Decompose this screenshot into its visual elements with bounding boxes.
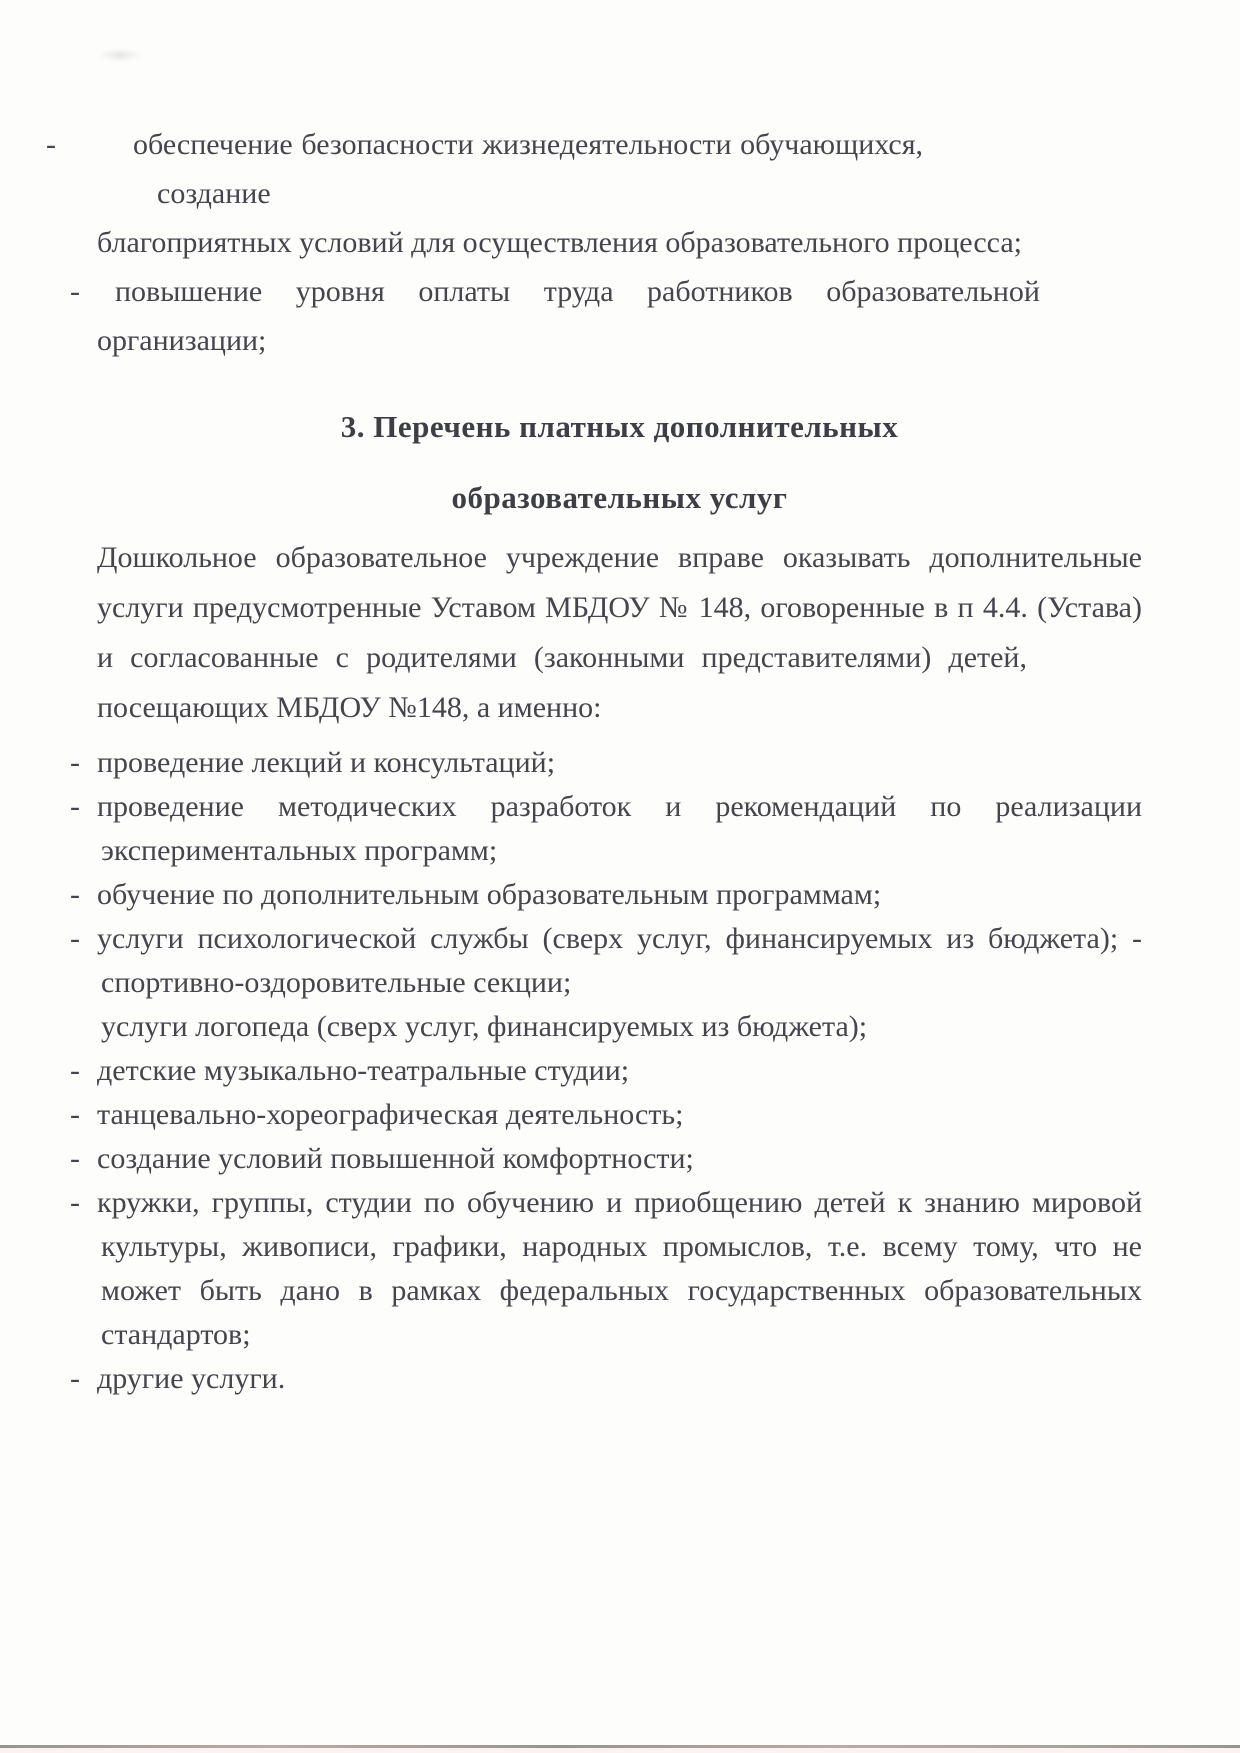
text-line: спортивно-оздоровительные секции; bbox=[101, 966, 572, 999]
text-line: обеспечение безопасности жизнедеятельности обучающихся, bbox=[133, 128, 923, 161]
list-item bbox=[46, 120, 923, 169]
dash-marker: - bbox=[70, 746, 80, 779]
text-line: детские музыкально-театральные студии; bbox=[97, 1054, 630, 1087]
scan-smudge bbox=[98, 48, 142, 62]
dash-marker: - bbox=[70, 275, 80, 308]
text-line: услуги предусмотренные Уставом МБДОУ № 148, оговоренные в п 4.4. (Устава) bbox=[97, 591, 1142, 624]
preamble-list bbox=[46, 120, 1142, 365]
dash-marker: - bbox=[70, 1362, 80, 1395]
section-heading-line1: 3. Перечень платных дополнительных bbox=[340, 409, 899, 444]
text-line: танцевально-хореографическая деятельность; bbox=[97, 1098, 684, 1131]
dash-marker: - bbox=[70, 1054, 80, 1087]
document-content bbox=[46, 120, 1142, 1401]
text-line: проведение методических разработок и рекомендаций по реализации bbox=[97, 790, 1142, 823]
text-line: обучение по дополнительным образовательным программам; bbox=[97, 878, 882, 911]
list-item bbox=[70, 1357, 1142, 1401]
text-line: стандартов; bbox=[101, 1318, 251, 1351]
dash-marker: - bbox=[46, 128, 56, 161]
section-heading-line2: образовательных услуг bbox=[451, 480, 788, 515]
dash-marker: - bbox=[70, 790, 80, 823]
text-line: экспериментальных программ; bbox=[101, 834, 498, 867]
text-line: и согласованные с родителями (законными представителями) детей, bbox=[97, 641, 1027, 674]
dash-marker: - bbox=[70, 1142, 80, 1175]
section-heading bbox=[97, 391, 1142, 533]
text-line: проведение лекций и консультаций; bbox=[97, 746, 556, 779]
text-line: культуры, живописи, графики, народных промыслов, т.е. всему тому, что не bbox=[101, 1230, 1142, 1263]
list-item bbox=[70, 785, 1142, 829]
list-item bbox=[70, 741, 1142, 785]
intro-paragraph bbox=[97, 533, 1142, 733]
text-line: кружки, группы, студии по обучению и приобщению детей к знанию мировой bbox=[97, 1186, 1142, 1219]
scan-edge-strip bbox=[0, 1748, 1240, 1753]
text-line: может быть дано в рамках федеральных государственных образовательных bbox=[101, 1274, 1142, 1307]
text-line: другие услуги. bbox=[97, 1362, 286, 1395]
text-line: посещающих МБДОУ №148, а именно: bbox=[97, 691, 602, 724]
text-line: Дошкольное образовательное учреждение вправе оказывать дополнительные bbox=[97, 541, 1142, 574]
list-item bbox=[70, 1093, 1142, 1137]
text-line: создание условий повышенной комфортности; bbox=[97, 1142, 694, 1175]
list-item bbox=[70, 1181, 1142, 1225]
text-line: организации; bbox=[97, 324, 267, 357]
dash-marker: - bbox=[70, 1098, 80, 1131]
text-line: создание bbox=[157, 177, 271, 210]
list-item bbox=[70, 873, 1142, 917]
list-item bbox=[70, 1049, 1142, 1093]
dash-marker: - bbox=[70, 922, 80, 955]
text-line: повышение уровня оплаты труда работников образовательной bbox=[115, 275, 1040, 308]
services-list bbox=[70, 741, 1142, 1401]
dash-marker: - bbox=[70, 1186, 80, 1219]
list-item bbox=[70, 267, 1040, 316]
list-item bbox=[70, 1137, 1142, 1181]
dash-marker: - bbox=[70, 878, 80, 911]
list-item bbox=[70, 917, 1142, 961]
text-line: услуги логопеда (сверх услуг, финансируемых из бюджета); bbox=[101, 1010, 868, 1043]
text-line: услуги психологической службы (сверх услуг, финансируемых из бюджета); - bbox=[97, 922, 1142, 955]
text-line: благоприятных условий для осуществления образовательного процесса; bbox=[97, 226, 1022, 259]
